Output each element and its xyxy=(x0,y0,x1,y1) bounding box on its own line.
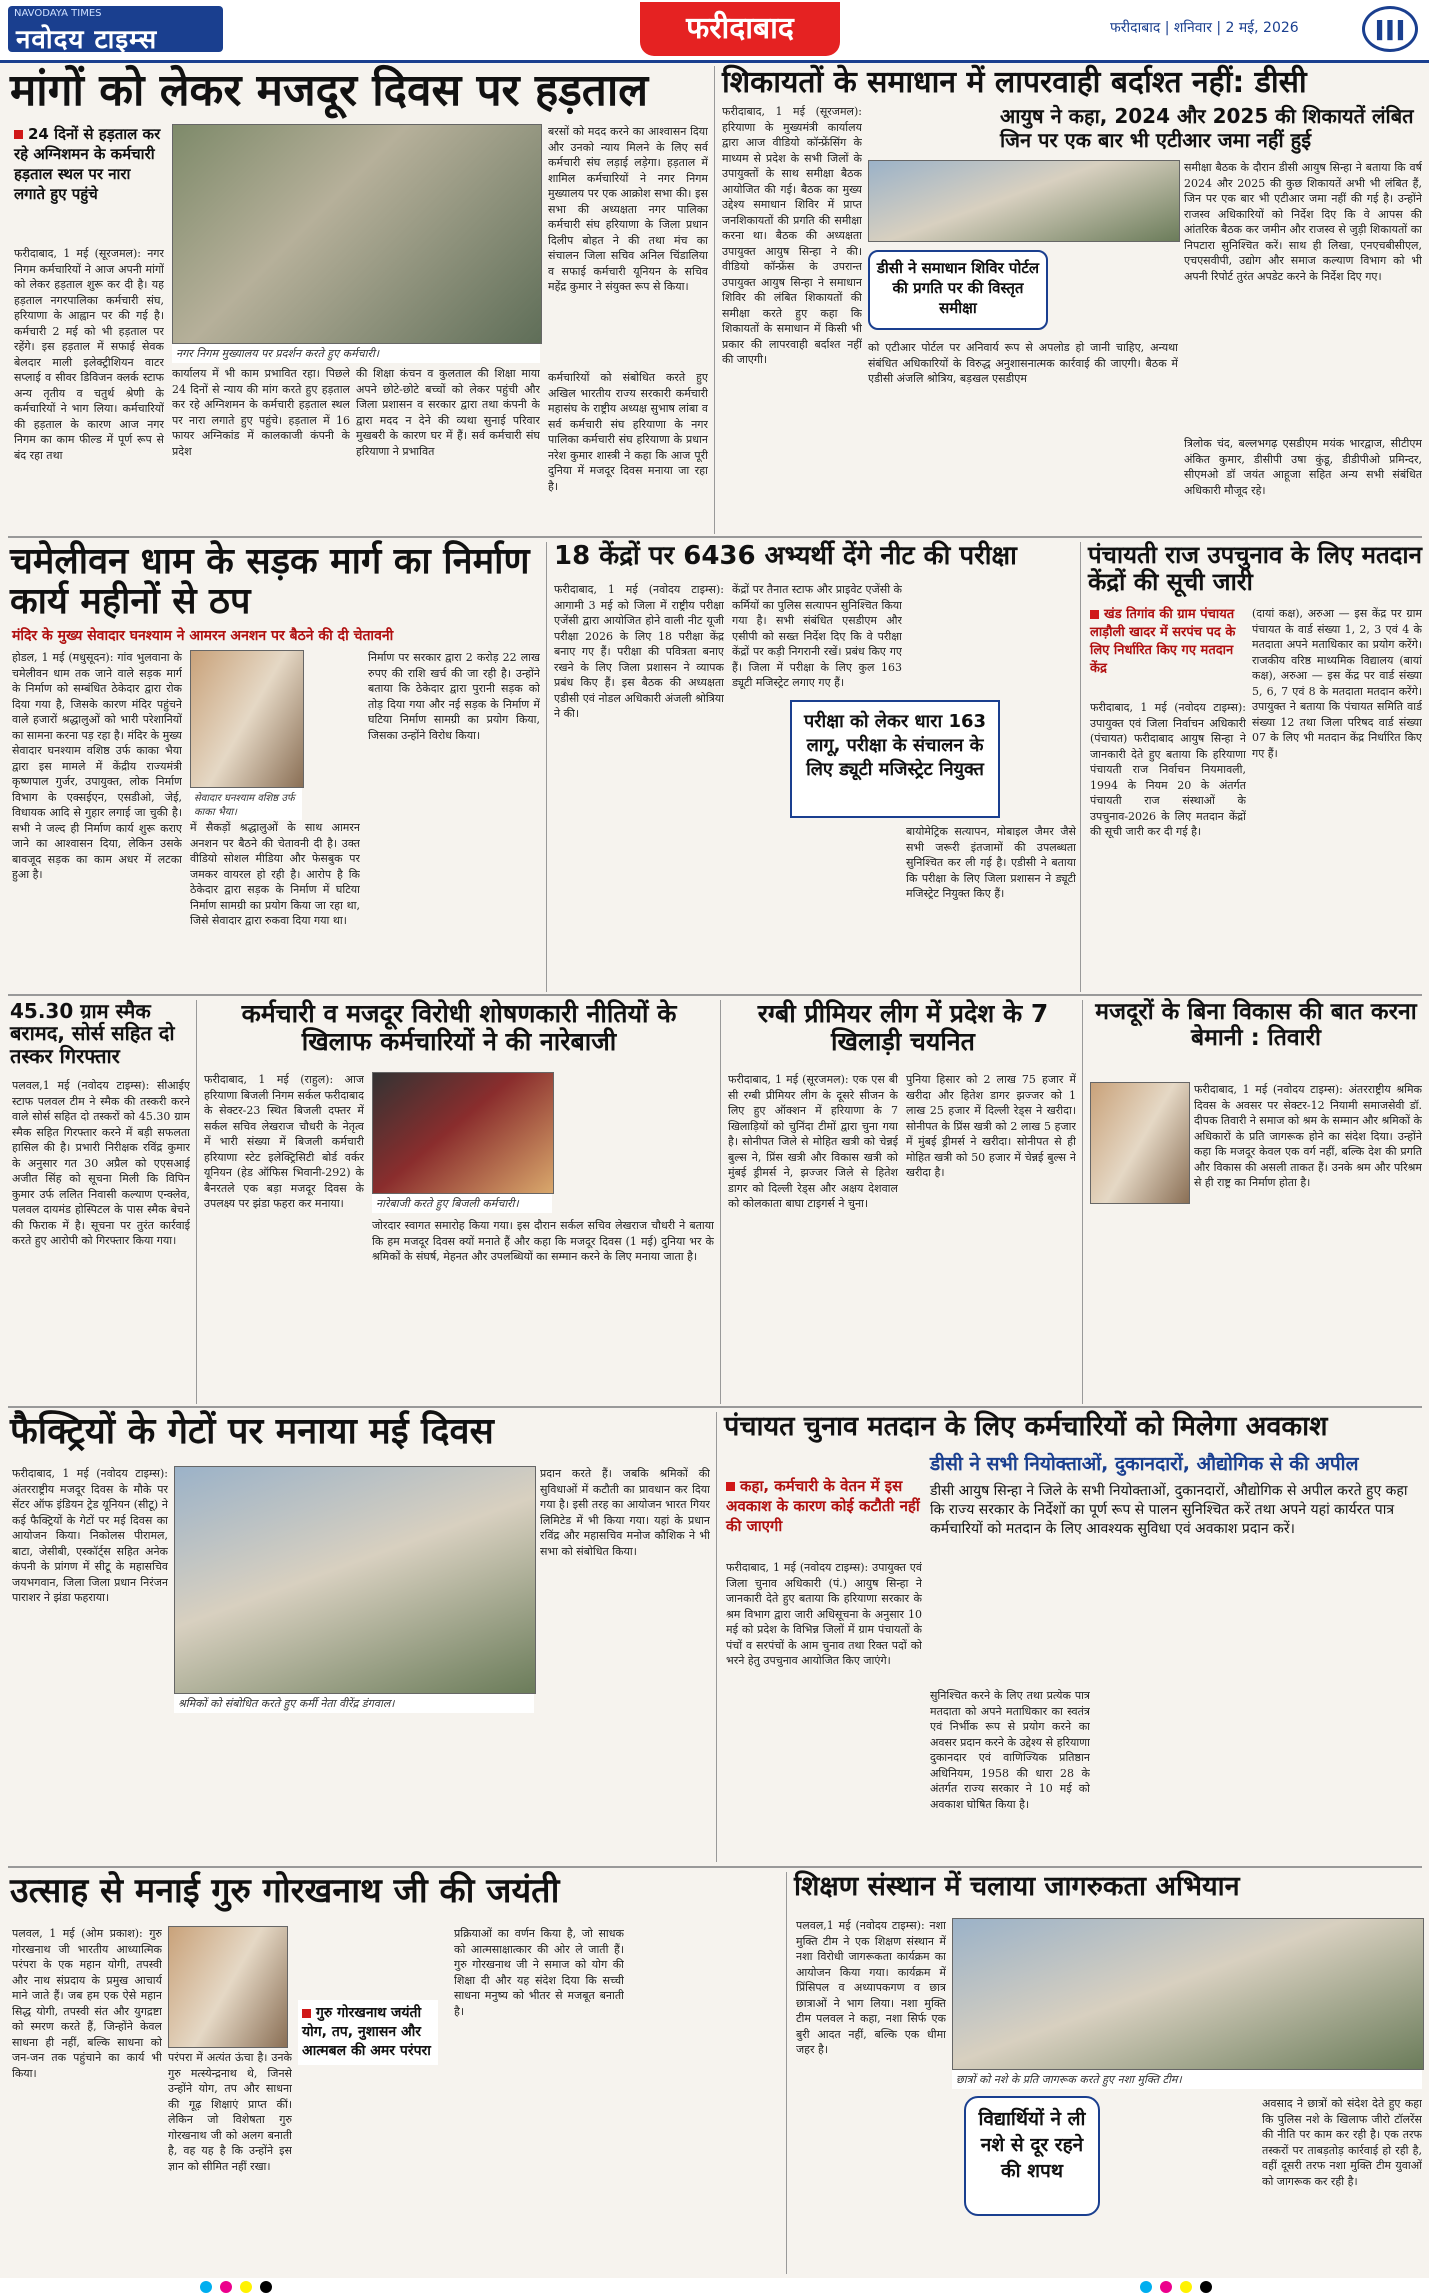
brand-small: NAVODAYA TIMES xyxy=(14,8,102,19)
magenta-dot xyxy=(1160,2281,1172,2293)
column-divider xyxy=(786,1872,787,2274)
article-body: प्रक्रियाओं का वर्णन किया है, जो साधक को आत्मसाक्षात्कार की ओर ले जाती हैं। गुरु गोरखनाथ जी ने समाज को योग की शिक्षा दी और यह संदेश दिया कि सच्ची साधना मनुष्य को भीतर से मजबूत बनाती है। xyxy=(454,1927,624,2018)
photo-caption: नगर निगम मुख्यालय पर प्रदर्शन करते हुए कर्मचारी। xyxy=(172,344,540,363)
article-body: में सैकड़ों श्रद्धालुओं के साथ आमरन अनशन पर बैठने की चेतावनी दी है। उक्त वीडियो सोशल मीडिया और फेसबुक पर जमकर वायरल हो रही है। आरोप है कि ठेकेदार द्वारा सड़क के निर्माण में घटिया निर्माण सामग्री का प्रयोग किया जा रहा था, जिसे सेवादार द्वारा रुकवा दिया गया था। xyxy=(190,821,360,927)
article-body: केंद्रों पर तैनात स्टाफ और प्राइवेट एजेंसी के कर्मियों का पुलिस सत्यापन सुनिश्चित किया गया है। सभी संबंधित एसडीएम और एसीपी को सख्त निर्देश दिए कि वे परीक्षा केंद्रों पर कड़ी निगरानी रखें। प्रबंध किए गए हैं। जिला में परीक्षा के लिए कुल 163 ड्यूटी मजिस्ट्रेट लगाए गए हैं। xyxy=(732,583,902,689)
article-body: पलवल,1 मई (नवोदय टाइम्स): नशा मुक्ति टीम ने एक शिक्षण संस्थान में नशा विरोधी जागरूकता कार्यक्रम का आयोजन किया गया। कार्यक्रम में प्रिंसिपल व अध्यापकगण व छात्र छात्राओं ने भाग लिया। नशा मुक्ति टीम पलवल ने कहा, नशा सिर्फ एक बुरी आदत नहीं, बल्कि एक धीमा जहर है। xyxy=(796,1919,946,2056)
subdeck-no-deduction: कहा, कर्मचारी के वेतन में इस अवकाश के कारण कोई कटौती नहीं की जाएगी xyxy=(726,1477,920,1535)
article-body: प्रदान करते हैं। जबकि श्रमिकों की सुविधाओं में कटौती का प्रावधान कर दिया गया है। इसी तरह का आयोजन भारत गियर लिमिटेड में भी किया गया। यहां के प्रधान रविंद्र और महासचिव मनोज कौशिक ने भी सभा को संबोधित किया। xyxy=(540,1467,710,1558)
article-body xyxy=(558,1072,714,1212)
article-body: परंपरा में अत्यंत ऊंचा है। उनके गुरु मत्स्येन्द्रनाथ थे, जिनसे उन्होंने योग, तप और साधना की गूढ़ शिक्षाएं प्राप्त कीं। लेकिन जो विशेषता गुरु गोरखनाथ जी को अलग बनाती है, वह यह है कि उन्होंने इस ज्ञान को सीमित नहीं रखा। xyxy=(168,2051,292,2173)
article-body: फरीदाबाद, 1 मई (नवोदय टाइम्स): उपायुक्त एवं जिला निर्वाचन अधिकारी (पंचायत) फरीदाबाद आयुष सिन्हा ने जानकारी देते हुए बताया कि हरियाणा पंचायती राज निर्वाचन नियमावली, 1994 के नियम 20 के अंतर्गत पंचायती राज संस्थाओं के उपचुनाव-2026 के लिए मतदान केंद्रों की सूची जारी कर दी गई है। xyxy=(1090,701,1246,838)
headline-factory-gates-may-day: फैक्ट्रियों के गेटों पर मनाया मई दिवस xyxy=(10,1411,494,1452)
cyan-dot xyxy=(1140,2281,1152,2293)
article-body: कार्यालय में भी काम प्रभावित रहा। पिछले 24 दिनों से न्याय की मांग करते हुए हड़ताल कर रहे अग्निशमन के कर्मचारी हड़ताल स्थल पर नारा लगाते हुए पहुंचे। हड़ताल में 16 फायर अग्निकांड में कालकाजी कंपनी के प्रदेश xyxy=(172,367,350,458)
article-body: फरीदाबाद, 1 मई (सूरजमल): हरियाणा के मुख्यमंत्री कार्यालय द्वारा आज वीडियो कॉन्फ्रेंसिंग के माध्यम से प्रदेश के सभी जिलों के उपायुक्तों के साथ समीक्षा बैठक आयोजित की गई। बैठक का मुख्य उद्देश्य समाधान शिविर में प्राप्त जनशिकायतों की प्रगति की समीक्षा करना था। बैठक की अध्यक्षता उपायुक्त आयुष सिन्हा ने की। वीडियो कॉन्फ्रेंस के उपरान्त उपायुक्त आयुष सिन्हा ने समाधान शिविर की लंबित शिकायतों की समीक्षा करते हुए कहा कि शिकायतों के समाधान में किसी भी प्रकार की लापरवाही बर्दाश्त नहीं की जाएगी। xyxy=(722,105,862,366)
headline-tiwari-labour: मजदूरों के बिना विकास की बात करना बेमानी : तिवारी xyxy=(1095,999,1417,1051)
newspaper-logo xyxy=(8,6,223,55)
page-number: III xyxy=(1362,6,1418,52)
article-body: फरीदाबाद, 1 मई (राहुल): आज हरियाणा बिजली निगम सर्कल फरीदाबाद के सेक्टर-23 स्थित बिजली दफ्तर में सर्कल सचिव लेखराज चौधरी के नेतृत्व में भारी संख्या में बिजली कर्मचारी हरियाणा स्टेट इलेक्ट्रिसिटी बोर्ड वर्कर यूनियन (हेड ऑफिस भिवानी-292) के बैनरतले एक बड़ा मजदूर दिवस के उपलक्ष्य पर झंडा फहरा कर मनाया। xyxy=(204,1073,364,1210)
article-body: फरीदाबाद, 1 मई (नवोदय टाइम्स): अंतरराष्ट्रीय श्रमिक दिवस के अवसर पर सेक्टर-12 नियामी समाजसेवी डॉ. दीपक तिवारी ने समाज को श्रम के सम्मान और श्रमिकों के अधिकारों के प्रति जागरूक होने का संदेश दिया। उन्होंने कहा कि मजदूर केवल एक वर्ग नहीं, बल्कि देश की प्रगति और विकास की असली ताकत हैं। उनके श्रम और परिश्रम से ही राष्ट्र का निर्माण होता है। xyxy=(1194,1083,1422,1189)
headline-poll-holiday: पंचायत चुनाव मतदान के लिए कर्मचारियों को मिलेगा अवकाश xyxy=(724,1411,1328,1442)
deck-hunger-strike: मंदिर के मुख्य सेवादार घनश्याम ने आमरन अनशन पर बैठने की दी चेतावनी xyxy=(12,628,394,644)
article-body xyxy=(630,1926,780,2272)
headline-awareness-drive: शिक्षण संस्थान में चलाया जागरुकता अभियान xyxy=(794,1871,1240,1902)
section-divider xyxy=(8,1866,1422,1868)
headline-rugby-league: रग्बी प्रीमियर लीग में प्रदेश के 7 खिलाड़ी चयनित xyxy=(757,999,1049,1056)
section-divider xyxy=(8,1406,1422,1408)
headline-road-construction: चमेलीवन धाम के सड़क मार्ग का निर्माण कार्य महीनों से ठप xyxy=(10,541,530,623)
article-body: समीक्षा बैठक के दौरान डीसी आयुष सिन्हा ने बताया कि वर्ष 2024 और 2025 की कुछ शिकायतें अभी भी लंबित हैं, जिन पर एक बार भी एटीआर जमा नहीं की गई है। उन्होंने राजस्व अधिकारियों को निर्देश दिए कि वे आपस की आंतरिक बैठक कर जमीन और राजस्व से जुड़ी शिकायतों का निपटारा सुनिश्चित करें। साथ ही लिखा, एनएचबीसीएल, एचएसवीपी, उद्योग और समाज कल्याण विभाग को भी अपनी रिपोर्ट तुरंत अपडेट करने के निर्देश दिए गए। xyxy=(1184,161,1422,283)
article-body: पुनिया हिसार को 2 लाख 75 हजार में खरीदा और हितेश डागर झज्जर को 1 लाख 25 हजार में दिल्ली रेड्स ने खरीदा। सोनीपत के प्रिंस खत्री को 2 लाख 5 हजार में मुंबई ड्रीमर्स ने खरीदा। सोनीपत से ही मोहित खत्री को 50 हजार में चेन्नई बुल्स ने खरीदा है। xyxy=(906,1073,1076,1179)
headline-neet-exam: 18 केंद्रों पर 6436 अभ्यर्थी देंगे नीट की परीक्षा xyxy=(554,541,1017,571)
photo-citu-flag xyxy=(174,1466,536,1694)
article-body: फरीदाबाद, 1 मई (नवोदय टाइम्स): अंतरराष्ट्रीय मजदूर दिवस के मौके पर सेंटर ऑफ इंडियन ट्रेड यूनियन (सीटू) ने कई फैक्ट्रियों के गेटों पर मई दिवस का आयोजन किया। निकोलस पीरामल, बाटा, जेसीबी, एस्कॉर्ट्स सहित अनेक कंपनी के प्रांगण में सीटू के महासचिव जयभगवान, जिला जिला प्रधान निरंजन पाराशर ने झंडा फहराया। xyxy=(12,1467,168,1604)
article-body: बायोमेट्रिक सत्यापन, मोबाइल जैमर जैसे सभी जरूरी इंतजामों की उपलब्धता सुनिश्चित कर ली गई है। एडीसी ने बताया कि परीक्षा के लिए जिला प्रशासन ने ड्यूटी मजिस्ट्रेट नियुक्त किए हैं। xyxy=(906,825,1076,900)
photo-tiwari xyxy=(1090,1082,1190,1204)
headline-polling-stations: पंचायती राज उपचुनाव के लिए मतदान केंद्रों की सूची जारी xyxy=(1088,541,1422,596)
highlight-box: गुरु गोरखनाथ जयंती योग, तप, नुशासन और आत्मबल की अमर परंपरा xyxy=(298,2000,438,2065)
cyan-dot xyxy=(200,2281,212,2293)
column-divider xyxy=(1082,1000,1083,1404)
article-body: (दायां कक्ष), अरुआ — इस केंद्र पर ग्राम पंचायत के वार्ड संख्या 1, 2, 3 एवं 4 के मतदाता अपने मताधिकार का प्रयोग करेंगे। राजकीय वरिष्ठ माध्यमिक विद्यालय (बायां कक्ष), अरुआ — इस केंद्र पर वार्ड संख्या 5, 6, 7 एवं 8 के मतदाता मतदान करेंगे। उपायुक्त ने बताया कि पंचायत समिति वार्ड संख्या 12 तथा जिला परिषद वार्ड संख्या 07 के लिए भी मतदान केंद्र निर्धारित किए गए हैं। xyxy=(1252,607,1422,760)
article-body xyxy=(1106,2096,1256,2272)
photo-gorakhnath xyxy=(168,1926,288,2048)
article-body: फरीदाबाद, 1 मई (नवोदय टाइम्स): उपायुक्त एवं जिला चुनाव अधिकारी (पं.) आयुष सिन्हा ने जानकारी देते हुए बताया कि हरियाणा सरकार के श्रम विभाग द्वारा जारी अधिसूचना के अनुसार 10 मई को प्रदेश के विभिन्न जिलों में ग्राम पंचायतों के पंचों व सरपंचों के आम चुनाव तथा रिक्त पदों को भरने हेतु उपचुनाव आयोजित किए जाएंगे। xyxy=(726,1561,922,1667)
article-body: पलवल,1 मई (नवोदय टाइम्स): सीआईए स्टाफ पलवल टीम ने स्मैक की तस्करी करने वाले सोर्स सहित दो तस्करों को 45.30 ग्राम स्मैक सहित गिरफ्तार करने में बड़ी सफलता हासिल की है। प्रभारी निरीक्षक रविंद्र कुमार के अनुसार गत 30 अप्रैल को एएसआई अजीत सिंह को सूचना मिली कि विपिन कुमार उर्फ ललित निवासी कल्याण एन्क्लेव, पलवल दायमंड होस्पिटल के पास स्मैक बेचने की फिराक में है। सूचना पर तुरंत कार्रवाई करते हुए आरोपी को गिरफ्तार किया गया। xyxy=(12,1079,190,1247)
article-body xyxy=(298,2110,448,2272)
article-body: कर्मचारियों को संबोधित करते हुए अखिल भारतीय राज्य सरकारी कर्मचारी महासंघ के राष्ट्रीय अध्यक्ष सुभाष लांबा व सर्व कर्मचारी संघ हरियाणा के नगर पालिका कर्मचारी संघ हरियाणा के प्रधान नरेश कुमार शास्त्री ने कहा कि आज पूरी दुनिया में मजदूर दिवस मनाया जा रहा है। xyxy=(548,371,708,493)
article-body: को एटीआर पोर्टल पर अनिवार्य रूप से अपलोड हो जानी चाहिए, अन्यथा संबंधित अधिकारियों के विरुद्ध अनुशासनात्मक कार्रवाई की जाएगी। बैठक में एडीसी अंजलि श्रोत्रिय, बड़खल एसडीएम xyxy=(868,341,1178,385)
article-body xyxy=(906,582,1076,696)
photo-caption: नारेबाजी करते हुए बिजली कर्मचारी। xyxy=(372,1194,552,1213)
column-divider xyxy=(714,66,715,534)
article-body: फरीदाबाद, 1 मई (नवोदय टाइम्स): आगामी 3 मई को जिला में राष्ट्रीय परीक्षा एजेंसी द्वारा आयोजित होने वाली नीट यूजी परीक्षा 2026 के लिए 18 परीक्षा केंद्र बनाए गए हैं। परीक्षा की पवित्रता बनाए रखने के लिए जिला प्रशासन ने व्यापक प्रबंध किए हैं। इस बैठक की अध्यक्षता एडीसी एवं नोडल अधिकारी अंजली श्रोत्रिया ने की। xyxy=(554,583,724,720)
deck-fire-staff: 24 दिनों से हड़ताल कर रहे अग्निशमन के कर्मचारी हड़ताल स्थल पर नारा लगाते हुए पहुंचे xyxy=(14,125,161,203)
article-body: होडल, 1 मई (मधुसूदन): गांव भुलवाना के चमेलीवन धाम तक जाने वाले सड़क मार्ग के निर्माण को सम्बंधित ठेकेदार द्वारा रोक दिया गया है, जिसके कारण मंदिर पहुंचने वाले हजारों श्रद्धालुओं को भारी परेशानियों का सामना करना पड़ रहा है। मंदिर के मुख्य सेवादार घनश्याम वशिष्ठ उर्फ काका भैया द्वारा इस मामले में केंद्रीय राज्यमंत्री कृष्णपाल गुर्जर, उपायुक्त, लोक निर्माण विभाग के एक्सईएन, एसडीओ, जेई, विधायक आदि से गुहार लगाई जा चुकी है। सभी ने जल्द ही निर्माण कार्य शुरू कराए जाने का आश्वासन दिया, लेकिन उसके बावजूद सड़क का काम अधर में लटका हुआ है। xyxy=(12,651,182,881)
photo-students-pledge xyxy=(952,1918,1424,2070)
column-divider xyxy=(720,1000,721,1404)
article-body xyxy=(174,1718,534,1858)
article-body: सुनिश्चित करने के लिए तथा प्रत्येक पात्र मतदाता को अपने मताधिकार का स्वतंत्र एवं निर्भीक रूप से प्रयोग करने का अवसर प्रदान करने के उद्देश्य से हरियाणा दुकानदार एवं वाणिज्यिक प्रतिष्ठान अधिनियम, 1958 की धारा 28 के अंतर्गत राज्य सरकार ने 10 मई को अवकाश घोषित किया है। xyxy=(930,1689,1090,1811)
black-dot xyxy=(1200,2281,1212,2293)
article-body: त्रिलोक चंद, बल्लभगढ़ एसडीएम मयंक भारद्वाज, सीटीएम अंकित कुमार, डीसीपी उषा कुंडू, डीडीपीओ प्रमिन्दर, सीएमओ डॉ जयंत आहूजा सहित अन्य सभी संबंधित अधिकारी मौजूद रहे। xyxy=(1184,437,1422,497)
bullet-icon xyxy=(726,1482,735,1491)
photo-caption: श्रमिकों को संबोधित करते हुए कर्मी नेता वीरेंद्र डंगवाल। xyxy=(174,1694,534,1713)
photo-electricity-workers xyxy=(372,1072,554,1194)
article-body: पलवल, 1 मई (ओम प्रकाश): गुरु गोरखनाथ जी भारतीय आध्यात्मिक परंपरा के एक महान योगी, तपस्वी और नाथ संप्रदाय के प्रमुख आचार्य माने जाते हैं। जब हम एक ऐसे महान सिद्ध योगी, तपस्वी संत और युगद्रष्टा को स्मरण करते हैं, जिन्होंने केवल साधना ही नहीं, बल्कि साधना को जन-जन तक पहुंचाने का कार्य भी किया। xyxy=(12,1927,162,2080)
headline-complaint-resolution: शिकायतों के समाधान में लापरवाही बर्दाश्त नहीं: डीसी xyxy=(722,65,1307,100)
article-body: की शिक्षा कंचन व कुलताल की शिक्षा माया अपने छोटे-छोटे बच्चों को लेकर पहुंची और जिला प्रशासन व सरकार द्वारा तथा कंपनी के द्वारा मदद न देने की व्यथा सुनाई परिवार मुखबरी के कारण घर में हैं। सर्व कर्मचारी संघ हरियाणा ने प्रभावित xyxy=(356,367,540,458)
bullet-icon xyxy=(1090,610,1099,619)
article-body-narrow xyxy=(308,650,360,814)
bullet-icon xyxy=(14,130,23,139)
deck-dc-appeal: डीसी ने सभी नियोक्ताओं, दुकानदारों, औद्योगिक से की अपील xyxy=(930,1453,1359,1475)
column-divider xyxy=(196,1000,197,1404)
article-body xyxy=(1262,1688,1422,1860)
black-dot xyxy=(260,2281,272,2293)
bullet-icon xyxy=(302,2009,311,2018)
article-body: निर्माण पर सरकार द्वारा 2 करोड़ 22 लाख रुपए की राशि खर्च की जा रही है। उन्होंने बताया कि ठेकेदार द्वारा पुरानी सड़क को तोड़ दिया गया और नई सड़क के निर्माण में घटिया निर्माण सामग्री का प्रयोग किया, जिसका उन्होंने विरोध किया। xyxy=(368,651,540,742)
headline-gorakhnath-jayanti: उत्साह से मनाई गुरु गोरखनाथ जी की जयंती xyxy=(10,1871,560,1911)
article-body: फरीदाबाद, 1 मई (सूरजमल): नगर निगम कर्मचारियों ने आज अपनी मांगों को लेकर हड़ताल शुरू कर दी है। यह हड़ताल नगरपालिका कर्मचारी संघ, हरियाणा के आह्वान पर की गई है। कर्मचारी 2 मई को भी हड़ताल पर रहेंगे। इस हड़ताल में सफाई सेवक बेलदार माली इलेक्ट्रीशियन वाटर सप्लाई व सीवर डिविजन क्लर्क स्टाफ अन्य तृतीय व चतुर्थ श्रेणी के कर्मचारियों ने भाग लिया। कर्मचारियों की हड़ताल के कारण आज नगर निगम का काम फील्ड में पूर्ण रूप से बंद रहा तथा xyxy=(14,247,164,462)
article-body: अवसाद ने छात्रों को संदेश देते हुए कहा कि पुलिस नशे के खिलाफ जीरो टॉलरेंस की नीति पर काम कर रही है। एक तरफ तस्करों पर ताबड़तोड़ कार्रवाई हो रही है, वहीं दूसरी तरफ नशा मुक्ति टीम युवाओं को जागरूक कर रही है। xyxy=(1262,2097,1422,2188)
photo-caption: सेवादार घनश्याम वशिष्ठ उर्फ काका भैया। xyxy=(190,788,302,820)
brand-name: नवोदय टाइम्स xyxy=(16,25,158,55)
headline-anti-labour-policies: कर्मचारी व मजदूर विरोधी शोषणकारी नीतियों के खिलाफ कर्मचारियों ने की नारेबाजी xyxy=(241,999,677,1056)
article-body xyxy=(1090,1206,1188,1402)
intro-appeal: डीसी आयुष सिन्हा ने जिले के सभी नियोक्ताओं, दुकानदारों, औद्योगिक से अपील करते हुए कहा कि राज्य सरकार के निर्देशों का पूर्ण रूप से पालन सुनिश्चित करें तथा अपने यहां कार्यरत पात्र कर्मचारियों को मतदान के लिए आवश्यक सुविधा एवं अवकाश प्रदान करें। xyxy=(930,1483,1408,1537)
column-divider xyxy=(716,1412,717,1862)
section-divider xyxy=(8,536,1422,538)
city-banner: फरीदाबाद xyxy=(640,2,840,56)
magenta-dot xyxy=(220,2281,232,2293)
article-body xyxy=(732,824,902,990)
column-divider xyxy=(546,542,547,992)
photo-sevadar xyxy=(190,650,304,788)
deck-pending-complaints: आयुष ने कहा, 2024 और 2025 की शिकायतें लंबित जिन पर एक बार भी एटीआर जमा नहीं हुई xyxy=(1000,104,1414,152)
article-body xyxy=(1096,1688,1256,1860)
column-divider xyxy=(1080,542,1081,992)
photo-caption: छात्रों को नशे के प्रति जागरूक करते हुए नशा मुक्ति टीम। xyxy=(952,2070,1422,2089)
yellow-dot xyxy=(1180,2281,1192,2293)
deck-polling-village: खंड तिगांव की ग्राम पंचायत लाड़ौली खादर में सरपंच पद के लिए निर्धारित किए गए मतदान केंद्र xyxy=(1090,607,1236,676)
photo-review-meeting xyxy=(868,160,1180,242)
article-body: फरीदाबाद, 1 मई (सूरजमल): एक एस बी सी रग्बी प्रीमियर लीग के दूसरे सीजन के लिए हुए ऑक्शन में हरियाणा के 7 खिलाड़ियों को चुनिंदा टीमों द्वारा चुना गया है। सोनीपत जिले से मोहित खत्री को चेन्नई बुल्स ने, प्रिंस खत्री और विकास खत्री को मुंबई ड्रीमर्स ने, झज्जर जिले से हितेश डागर को दिल्ली रेड्स और अक्षय देशवाल को कोलकाता बाघा टाइगर्स ने चुना। xyxy=(728,1073,898,1210)
dateline: फरीदाबाद | शनिवार | 2 मई, 2026 xyxy=(1110,20,1299,36)
section-divider xyxy=(8,994,1422,996)
headline-labour-day-strike: मांगों को लेकर मजदूर दिवस पर हड़ताल xyxy=(10,65,649,116)
article-body: जोरदार स्वागत समारोह किया गया। इस दौरान सर्कल सचिव लेखराज चौधरी ने बताया कि हम मजदूर दिवस क्यों मनाते हैं और कहा कि मजदूर दिवस (1 मई) दुनिया भर के श्रमिकों के संघर्ष, मेहनत और उपलब्धियों का सम्मान करने के लिए मनाया जाता है। xyxy=(372,1219,714,1263)
article-body: बरसों को मदद करने का आश्वासन दिया और उनको न्याय मिलने के लिए सर्व कर्मचारी संघ लड़ाई लड़ेगा। हड़ताल में शामिल कर्मचारियों ने नगर निगम मुख्यालय पर एक आक्रोश सभा की। इस सभा की अध्यक्षता नगर पालिका कर्मचारी संघ हरियाणा के जिला प्रधान दिलीप बोहत ने की तथा मंच का संचालन जिला सचिव अनिल चिंडालिया व सफाई कर्मचारी यूनियन के सचिव महेंद्र कुमार ने संयुक्त रूप से किया। xyxy=(548,125,708,293)
print-registration-bar xyxy=(0,2278,1429,2295)
highlight-box: विद्यार्थियों ने ली नशे से दूर रहने की शपथ xyxy=(964,2096,1100,2216)
headline-smack-seized: 45.30 ग्राम स्मैक बरामद, सोर्स सहित दो तस्कर गिरफ्तार xyxy=(10,999,175,1068)
highlight-box: डीसी ने समाधान शिविर पोर्टल की प्रगति पर की विस्तृत समीक्षा xyxy=(868,250,1048,330)
highlight-box: परीक्षा को लेकर धारा 163 लागू, परीक्षा के संचालन के लिए ड्यूटी मजिस्ट्रेट नियुक्त xyxy=(790,700,1000,818)
photo-strike-protest xyxy=(172,124,542,344)
yellow-dot xyxy=(240,2281,252,2293)
